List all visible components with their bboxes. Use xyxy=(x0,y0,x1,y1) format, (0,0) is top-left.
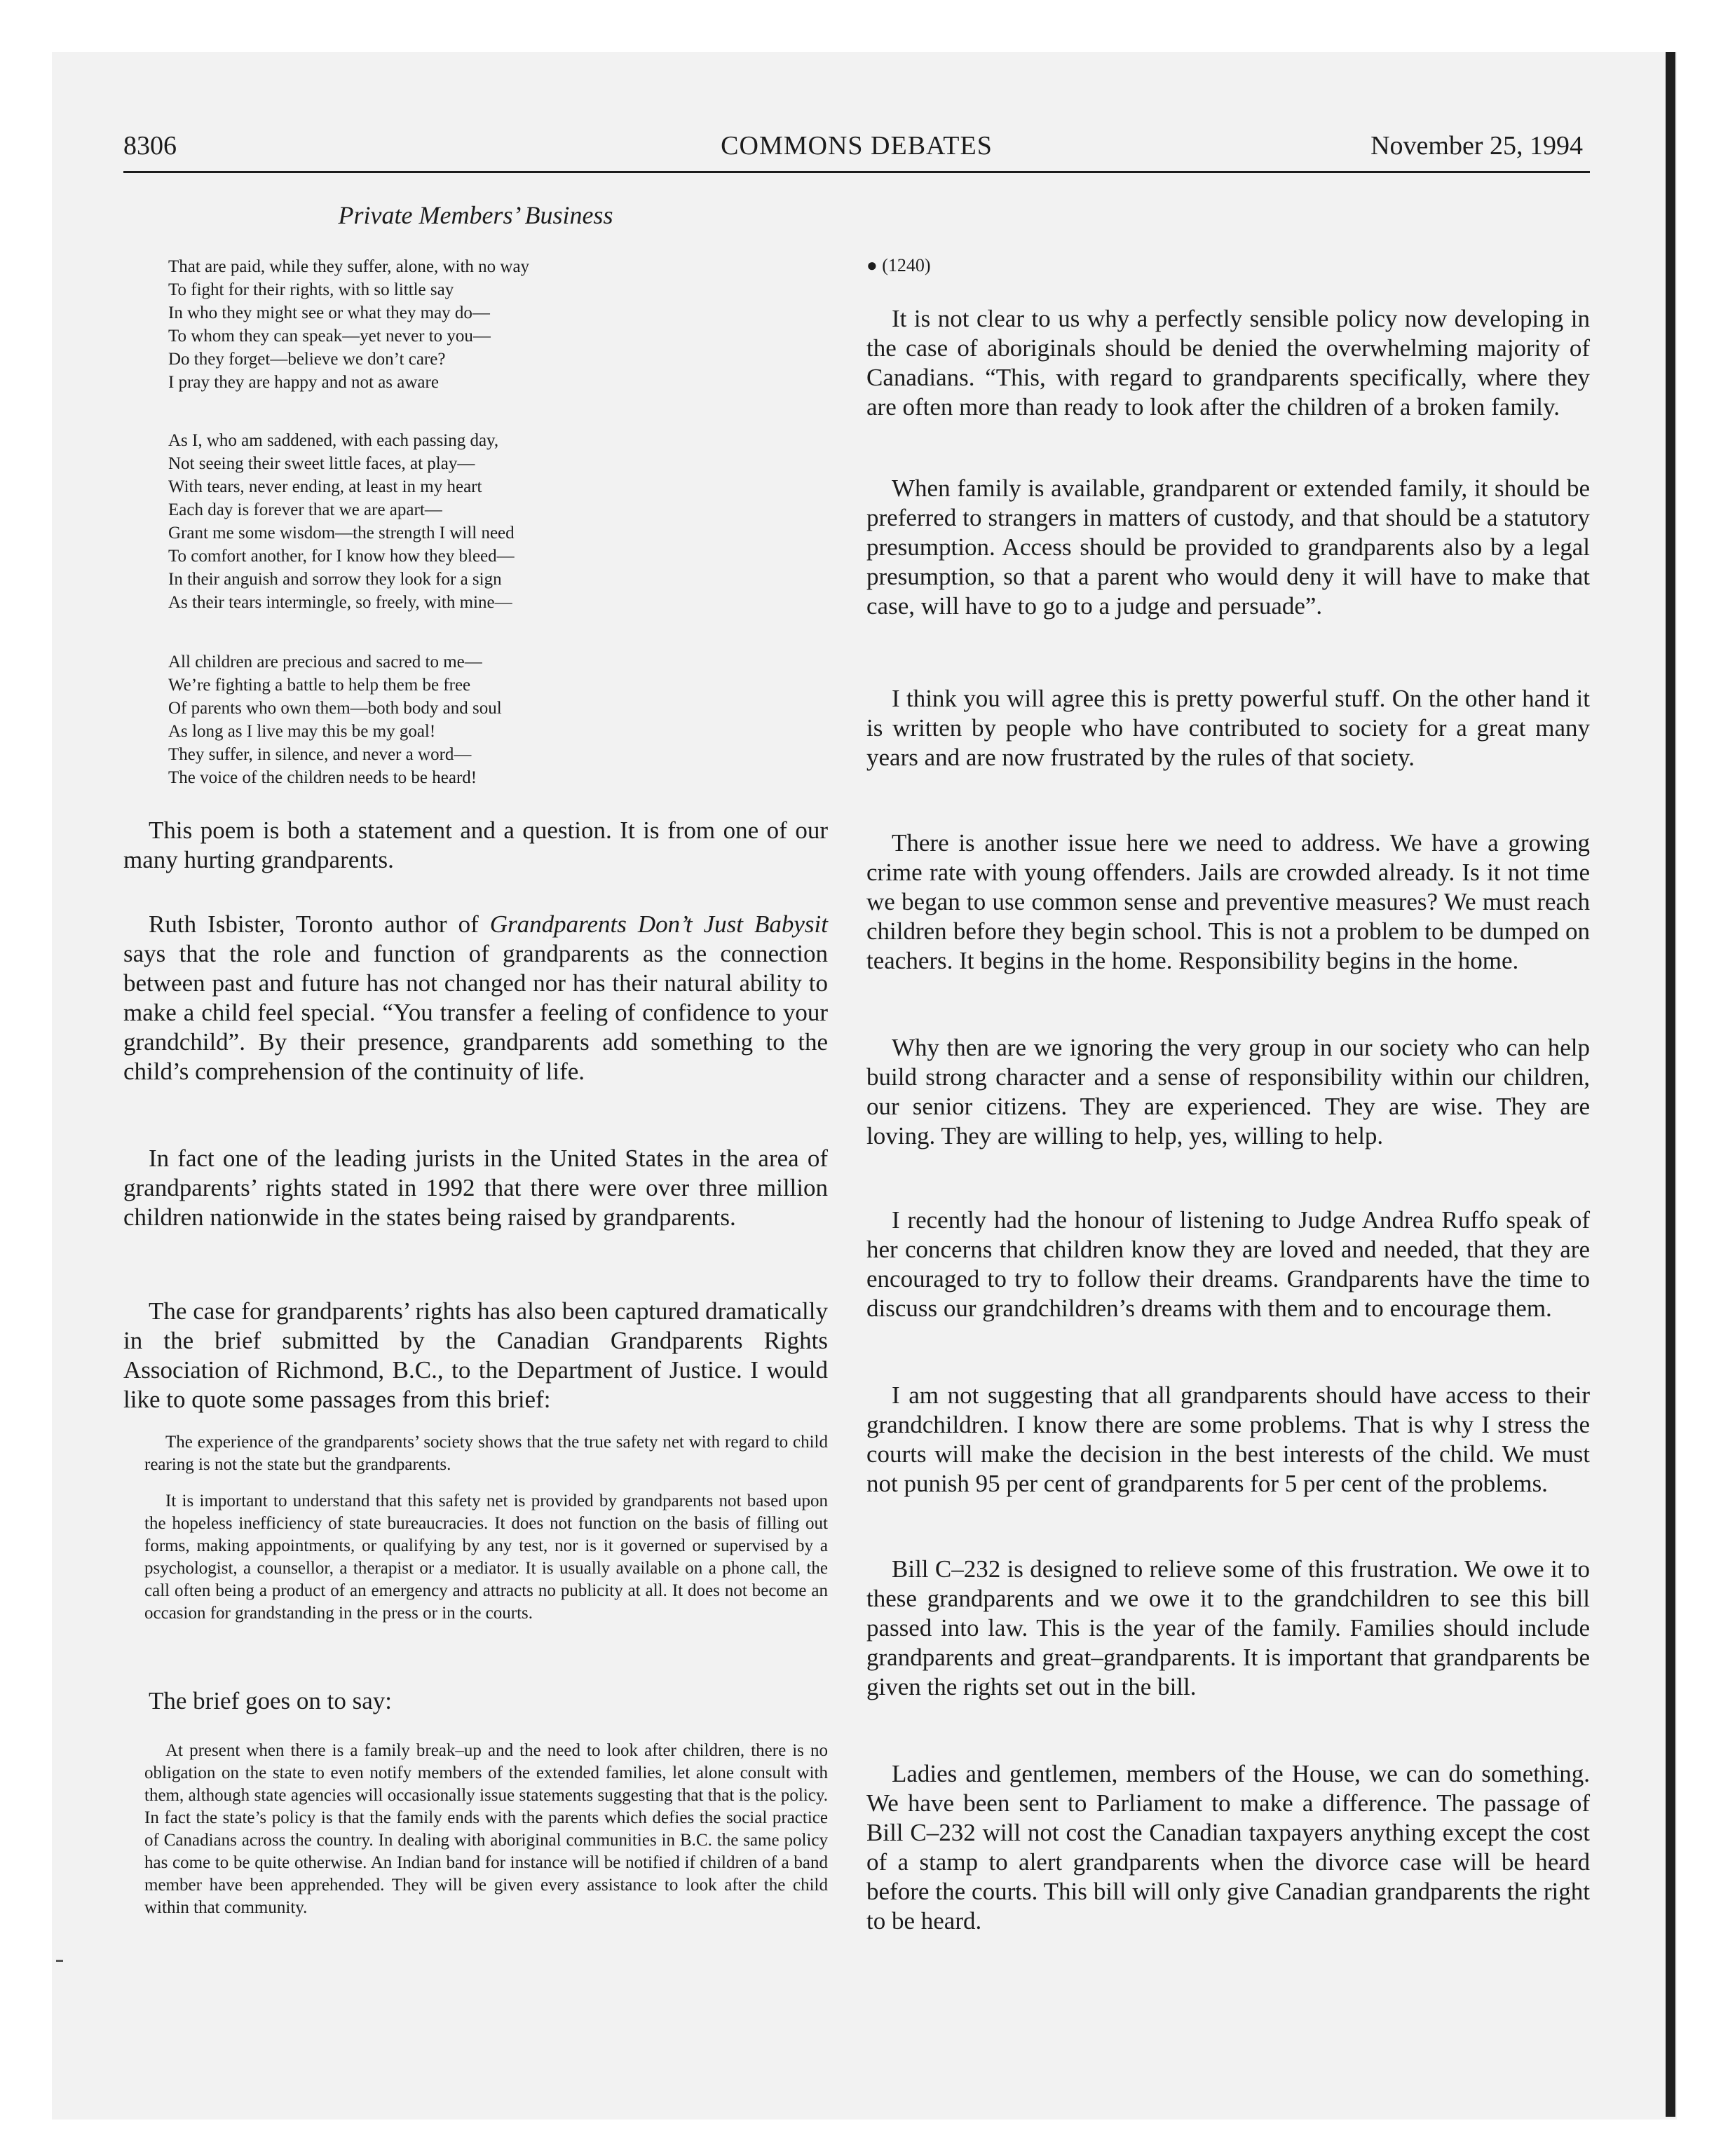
scan-edge-bar xyxy=(1666,52,1675,2117)
right-paragraph-9: Ladies and gentlemen, members of the House, we can do something. We have been sent to Parliament to make a difference. The passage of Bill C–232 will not cost the Canadian taxpayers anything except the cost of a stamp to alert grandparents when the divorce case will be heard before the courts. This bill will only give Canadian grandparents the right to be heard. xyxy=(866,1760,1590,1935)
poem-line: To comfort another, for I know how they bleed— xyxy=(168,547,515,566)
right-paragraph-1: It is not clear to us why a perfectly sensible policy now developing in the case of aboriginals should be denied the overwhelming majority of Canadians. “This, with regard to grandparents specifically, where they are often more than ready to look after the children of a broken family. xyxy=(866,305,1590,421)
right-paragraph-3: I think you will agree this is pretty powerful stuff. On the other hand it is written by people who have contributed to society for a great many years and are now frustrated by the rules of that society. xyxy=(866,685,1590,771)
right-paragraph-5: Why then are we ignoring the very group in our society who can help build strong character and a sense of responsibility within our children, our senior citizens. They are experienced. They are wise. They are loving. They are willing to help, yes, willing to help. xyxy=(866,1034,1590,1149)
left-paragraph-4: The case for grandparents’ rights has also been captured dramatically in the brief submitted by the Canadian Grandparents Rights Association of Richmond, B.C., to the Department of Justice. I would like to quote some passages from this brief: xyxy=(123,1297,828,1413)
right-paragraph-7: I am not suggesting that all grandparents should have access to their grandchildren. I know there are some problems. That is why I stress the courts will make the decision in the best interests of the child. We must not punish 95 per cent of grandparents for 5 per cent of the problems. xyxy=(866,1381,1590,1497)
poem-line: As their tears intermingle, so freely, with mine— xyxy=(168,593,512,612)
poem-line: I pray they are happy and not as aware xyxy=(168,373,439,392)
right-paragraph-6: I recently had the honour of listening to Judge Andrea Ruffo speak of her concerns that children know they are loved and needed, that they are encouraged to try to follow their dreams. Grandparents have the time to discuss our grandchildren’s dreams with them and to encourage them. xyxy=(866,1206,1590,1322)
poem-line: As long as I live may this be my goal! xyxy=(168,722,436,741)
poem-stanza-2 xyxy=(168,429,515,614)
poem-line: Not seeing their sweet little faces, at play— xyxy=(168,454,475,473)
poem-line: To fight for their rights, with so little say xyxy=(168,280,454,299)
poem-line: To whom they can speak—yet never to you— xyxy=(168,327,491,346)
poem-line: We’re fighting a battle to help them be free xyxy=(168,676,471,695)
page-number: 8306 xyxy=(123,131,177,161)
poem-line: In their anguish and sorrow they look for a sign xyxy=(168,570,502,589)
scan-mark xyxy=(56,1960,63,1962)
poem-line: Each day is forever that we are apart— xyxy=(168,500,442,519)
poem-stanza-3 xyxy=(168,650,502,789)
left-paragraph-1: This poem is both a statement and a question. It is from one of our many hurting grandparents. xyxy=(123,817,828,873)
poem-line: All children are precious and sacred to me— xyxy=(168,653,482,671)
poem-line: Of parents who own them—both body and soul xyxy=(168,699,502,718)
quote-block-1: The experience of the grandparents’ society shows that the true safety net with regard to child rearing is not the state but the grandparents. xyxy=(144,1433,828,1474)
poem-line: The voice of the children needs to be heard! xyxy=(168,768,477,787)
poem-line: They suffer, in silence, and never a word— xyxy=(168,745,472,764)
page-header xyxy=(123,130,1590,173)
right-paragraph-2: When family is available, grandparent or extended family, it should be preferred to strangers in matters of custody, and that should be a statutory presumption. Access should be provided to grandparents also by a legal presumption, so that a parent who would deny it will have to make that case, will have to go to a judge and persuade”. xyxy=(866,475,1590,620)
timestamp-marker: ● (1240) xyxy=(866,255,931,275)
book-title: Grandparents Don’t Just Babysit xyxy=(489,910,828,938)
section-title: Private Members’ Business xyxy=(338,201,613,229)
text-run: says that the role and function of grandparents as the connection between past and future has not changed nor has their natural ability to make a child feel special. “You transfer a feeling of confidence to your grandchild”. By their presence, grandparents add something to the child’s comprehension of the continuity of life. xyxy=(123,940,828,1085)
poem-line: With tears, never ending, at least in my heart xyxy=(168,477,482,496)
quote-block-2: It is important to understand that this safety net is provided by grandparents not based upon the hopeless inefficiency of state bureaucracies. It does not function on the basis of filling out forms, making appointments, or qualifying by any test, nor is it governed or supervised by a psychologist, a counsellor, a therapist or a mediator. It is usually available on a phone call, the call often being a product of an emergency and attracts no publicity at all. It does not become an occasion for grandstanding in the press or in the courts. xyxy=(144,1492,828,1623)
left-paragraph-2 xyxy=(123,910,828,1086)
quote-block-3: At present when there is a family break–up and the need to look after children, there is no obligation on the state to even notify members of the extended families, let alone consult with them, although state agencies will occasionally issue statements suggesting that that is the policy. In fact the state’s policy is that the family ends with the parents which defies the social practice of Canadians across the country. In dealing with aboriginal communities in B.C. the same policy has come to be quite otherwise. An Indian band for instance will be notified if children of a band member have been apprehended. They will be given every assistance to look after the child within that community. xyxy=(144,1741,828,1917)
poem-line: In who they might see or what they may do— xyxy=(168,303,490,322)
poem-line: That are paid, while they suffer, alone, with no way xyxy=(168,257,530,276)
publication-title: COMMONS DEBATES xyxy=(721,131,993,161)
poem-line: As I, who am saddened, with each passing day, xyxy=(168,431,499,450)
left-paragraph-5: The brief goes on to say: xyxy=(149,1687,392,1714)
poem-line: Do they forget—believe we don’t care? xyxy=(168,350,446,369)
text-run: Ruth Isbister, Toronto author of xyxy=(149,910,490,938)
left-paragraph-3: In fact one of the leading jurists in the United States in the area of grandparents’ rights stated in 1992 that there were over three million children nationwide in the states being raised by grandparents. xyxy=(123,1145,828,1231)
publication-date: November 25, 1994 xyxy=(1370,131,1583,161)
poem-stanza-1 xyxy=(168,255,529,394)
right-paragraph-4: There is another issue here we need to address. We have a growing crime rate with young offenders. Jails are crowded already. Is it not time we began to use common sense and preventive measures? We must reach children before they begin school. This is not a problem to be dumped on teachers. It begins in the home. Responsibility begins in the home. xyxy=(866,829,1590,974)
poem-line: Grant me some wisdom—the strength I will need xyxy=(168,524,515,543)
right-paragraph-8: Bill C–232 is designed to relieve some of this frustration. We owe it to these grandparents and we owe it to the grandchildren to see this bill passed into law. This is the year of the family. Families should include grandparents and great–grandparents. It is important that grandparents be given the rights set out in the bill. xyxy=(866,1555,1590,1700)
